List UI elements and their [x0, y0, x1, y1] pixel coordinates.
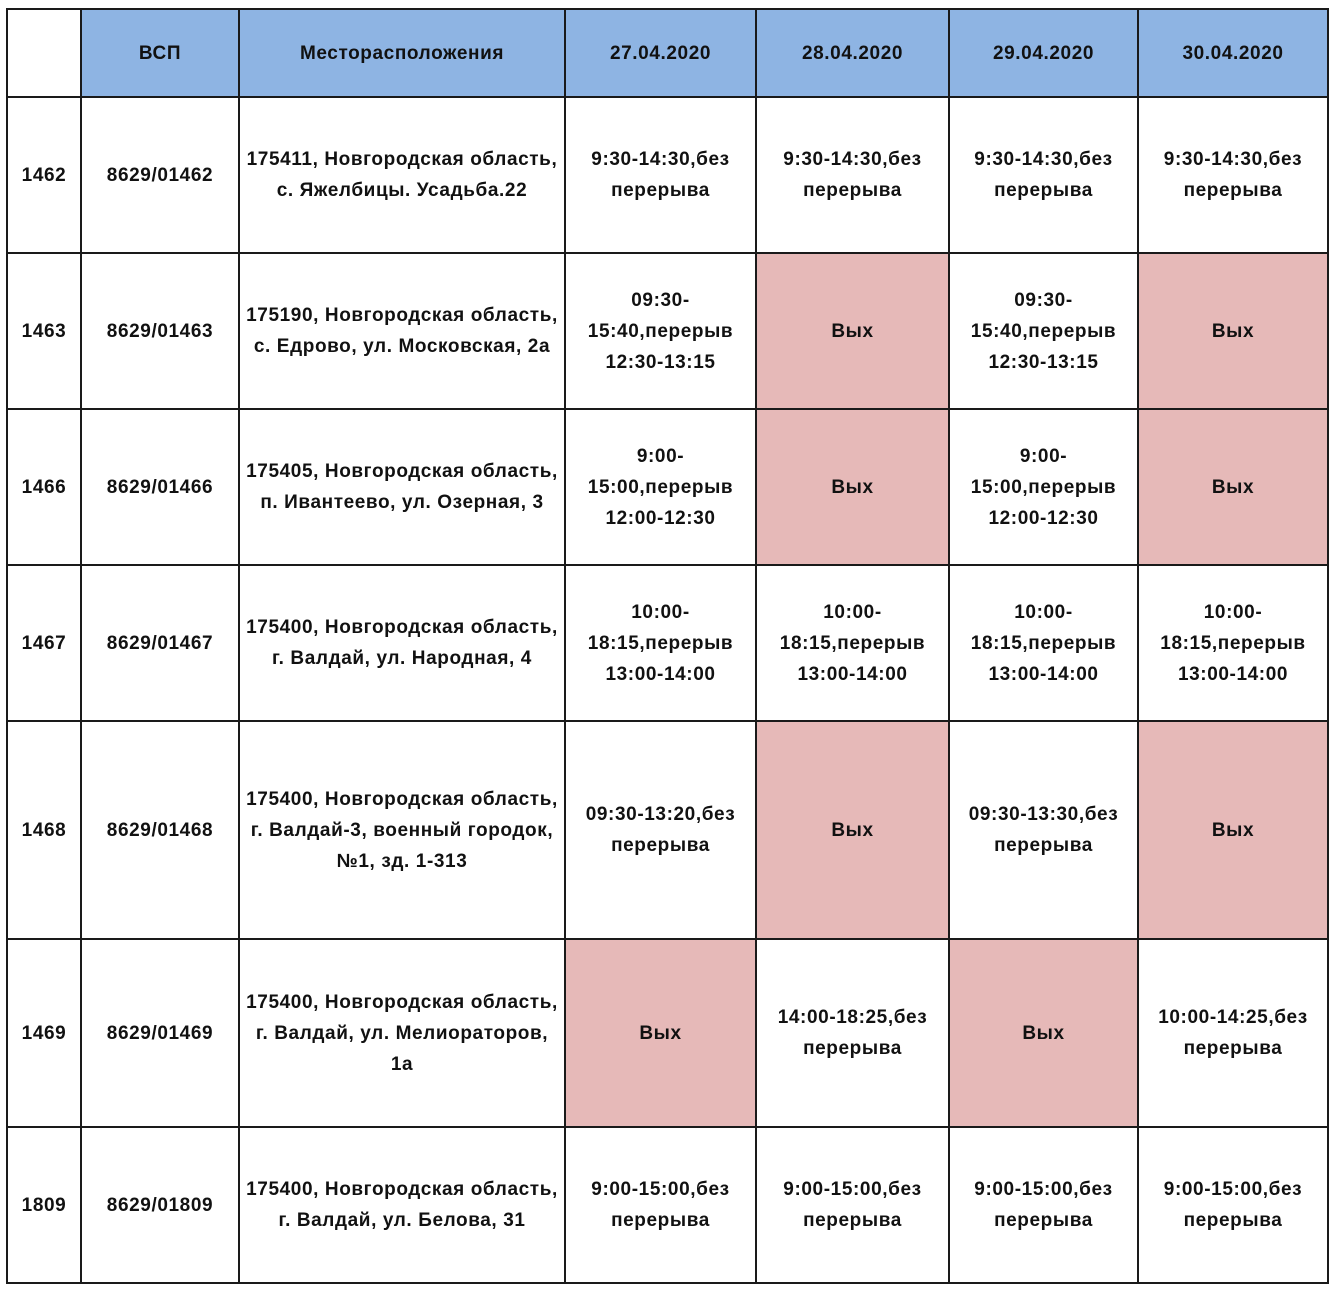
header-date-2: 28.04.2020: [756, 9, 949, 97]
location-cell: 175400, Новгородская область, г. Валдай, ул. Мелиораторов, 1а: [239, 939, 565, 1127]
row-number: 1466: [7, 409, 81, 565]
hours-cell: 9:00-15:00,без перерыва: [949, 1127, 1138, 1283]
location-cell: 175190, Новгородская область, с. Едрово, ул. Московская, 2а: [239, 253, 565, 409]
table-row: [7, 939, 1328, 1127]
table-row: [7, 565, 1328, 721]
row-number: 1468: [7, 721, 81, 939]
day-off-cell: Вых: [756, 409, 949, 565]
vsp-code: 8629/01469: [81, 939, 239, 1127]
row-number: 1467: [7, 565, 81, 721]
row-number: 1469: [7, 939, 81, 1127]
day-off-cell: Вых: [1138, 409, 1328, 565]
header-date-1: 27.04.2020: [565, 9, 756, 97]
header-vsp: ВСП: [81, 9, 239, 97]
table-row: [7, 253, 1328, 409]
location-cell: 175400, Новгородская область, г. Валдай, ул. Белова, 31: [239, 1127, 565, 1283]
location-cell: 175411, Новгородская область, с. Яжелбицы. Усадьба.22: [239, 97, 565, 253]
hours-cell: 9:00-15:00,перерыв 12:00-12:30: [565, 409, 756, 565]
hours-cell: 9:00-15:00,без перерыва: [1138, 1127, 1328, 1283]
day-off-cell: Вых: [756, 721, 949, 939]
hours-cell: 09:30-13:20,без перерыва: [565, 721, 756, 939]
hours-cell: 9:00-15:00,без перерыва: [565, 1127, 756, 1283]
hours-cell: 10:00-18:15,перерыв 13:00-14:00: [756, 565, 949, 721]
header-blank-cell: [7, 9, 81, 97]
hours-cell: 09:30-15:40,перерыв 12:30-13:15: [949, 253, 1138, 409]
hours-cell: 09:30-15:40,перерыв 12:30-13:15: [565, 253, 756, 409]
vsp-code: 8629/01462: [81, 97, 239, 253]
day-off-cell: Вых: [756, 253, 949, 409]
row-number: 1462: [7, 97, 81, 253]
header-location: Месторасположения: [239, 9, 565, 97]
header-date-3: 29.04.2020: [949, 9, 1138, 97]
hours-cell: 14:00-18:25,без перерыва: [756, 939, 949, 1127]
hours-cell: 10:00-18:15,перерыв 13:00-14:00: [1138, 565, 1328, 721]
row-number: 1809: [7, 1127, 81, 1283]
vsp-code: 8629/01467: [81, 565, 239, 721]
day-off-cell: Вых: [1138, 253, 1328, 409]
hours-cell: 9:00-15:00,без перерыва: [756, 1127, 949, 1283]
hours-cell: 9:30-14:30,без перерыва: [565, 97, 756, 253]
location-cell: 175400, Новгородская область, г. Валдай-3, военный городок, №1, зд. 1-313: [239, 721, 565, 939]
header-row: [7, 9, 1328, 97]
vsp-code: 8629/01809: [81, 1127, 239, 1283]
hours-cell: 09:30-13:30,без перерыва: [949, 721, 1138, 939]
table-row: [7, 409, 1328, 565]
hours-cell: 9:30-14:30,без перерыва: [756, 97, 949, 253]
hours-cell: 9:00-15:00,перерыв 12:00-12:30: [949, 409, 1138, 565]
schedule-table: [6, 8, 1329, 1284]
hours-cell: 10:00-14:25,без перерыва: [1138, 939, 1328, 1127]
hours-cell: 9:30-14:30,без перерыва: [1138, 97, 1328, 253]
header-date-4: 30.04.2020: [1138, 9, 1328, 97]
day-off-cell: Вых: [1138, 721, 1328, 939]
vsp-code: 8629/01463: [81, 253, 239, 409]
vsp-code: 8629/01466: [81, 409, 239, 565]
location-cell: 175405, Новгородская область, п. Ивантеево, ул. Озерная, 3: [239, 409, 565, 565]
table-row: [7, 721, 1328, 939]
vsp-code: 8629/01468: [81, 721, 239, 939]
hours-cell: 10:00-18:15,перерыв 13:00-14:00: [949, 565, 1138, 721]
row-number: 1463: [7, 253, 81, 409]
hours-cell: 9:30-14:30,без перерыва: [949, 97, 1138, 253]
table-row: [7, 1127, 1328, 1283]
day-off-cell: Вых: [565, 939, 756, 1127]
table-row: [7, 97, 1328, 253]
hours-cell: 10:00-18:15,перерыв 13:00-14:00: [565, 565, 756, 721]
location-cell: 175400, Новгородская область, г. Валдай, ул. Народная, 4: [239, 565, 565, 721]
day-off-cell: Вых: [949, 939, 1138, 1127]
